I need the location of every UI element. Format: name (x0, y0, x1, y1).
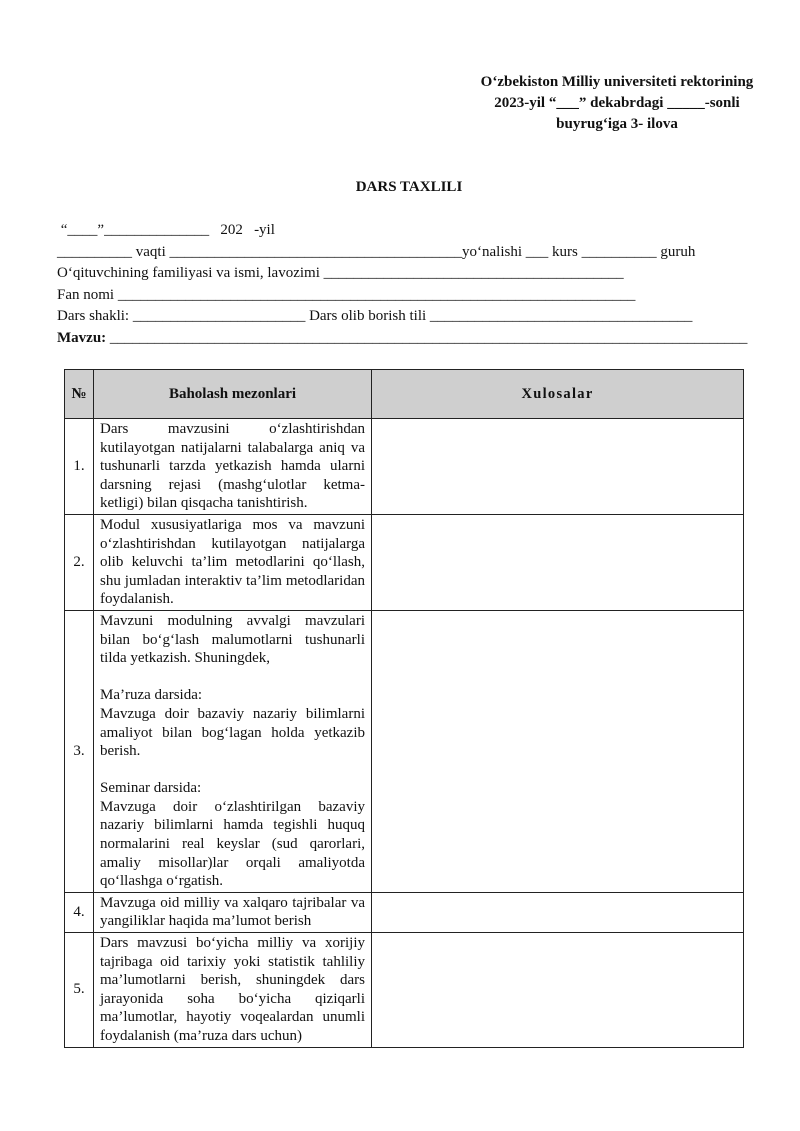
criterion-cell (94, 892, 372, 932)
table-header-row (65, 370, 744, 419)
table-row (65, 892, 744, 932)
row-number: 4. (65, 892, 94, 932)
row-number: 3. (65, 610, 94, 892)
criterion-cell (94, 933, 372, 1048)
table-row (65, 514, 744, 610)
criterion-cell (94, 419, 372, 515)
row-number: 1. (65, 419, 94, 515)
lesson-info-fields (57, 220, 757, 349)
conclusion-cell[interactable] (372, 610, 744, 892)
topic-label: Mavzu: (57, 329, 107, 346)
criterion-text: Dars mavzusi bo‘yicha milliy va xorijiy tajribaga oid tarixiy yoki statistik tahliliy ma’lumotlarni berish, shuningdek dars jarayonida soha bo‘yicha qiziqarli ma’lumotlar, hayotiy voqealardan unumli foydalanish (ma’ruza dars uchun) (100, 935, 365, 1044)
topic-line: _____________________________________________________________________________________ (106, 329, 748, 346)
criterion-text: Mavzuga doir bazaviy nazariy bilimlarni amaliyot bilan bog‘lagan holda yetkazib berish. (100, 705, 365, 760)
header-criteria: Baholash mezonlari (94, 370, 372, 419)
lesson-form-field: Dars shakli: _______________________ Dars olib borish tili ___________________________________ (57, 308, 693, 324)
criterion-cell (94, 610, 372, 892)
header-number: № (65, 370, 94, 419)
order-line-3: buyrug‘iga 3- ilova (556, 116, 678, 132)
subject-field: Fan nomi _____________________________________________________________________ (57, 286, 636, 303)
order-line-2: 2023-yil “___” dekabrdagi _____-sonli (494, 95, 740, 111)
criterion-text: Dars mavzusini o‘zlashtirishdan kutilayotgan natijalarni talabalarga aniq va tushunarli tarzda yetkazish hamda ularni darsning rejasi (mashg‘ulotlar ketma-ketligi) bilan qisqacha tanishtirish. (100, 421, 365, 512)
criterion-text (100, 668, 365, 687)
criterion-text: Seminar darsida: (100, 780, 202, 797)
criterion-text: Ma’ruza darsida: (100, 687, 203, 704)
table-row (65, 933, 744, 1048)
header-conclusions: Xulosalar (372, 370, 744, 419)
criterion-text: Mavzuga doir o‘zlashtirilgan bazaviy nazariy bilimlarni hamda tegishli huquq normalarini real keyslar (sud qarorlari, amaliy misollar)lar orqali amaliyotda qo‘llashga o‘rgatish. (100, 798, 365, 890)
conclusion-cell[interactable] (372, 419, 744, 515)
criterion-cell (94, 514, 372, 610)
time-direction-field: __________ vaqti _______________________________________yo‘nalishi ___ kurs __________ guruh (57, 243, 696, 260)
row-number: 2. (65, 514, 94, 610)
order-reference (467, 72, 767, 135)
criterion-text (100, 761, 365, 780)
order-line-1: O‘zbekiston Milliy universiteti rektorining (480, 74, 754, 90)
conclusion-cell[interactable] (372, 514, 744, 610)
teacher-field: O‘qituvchining familiyasi va ismi, lavozimi ________________________________________ (57, 265, 624, 281)
criterion-text: Mavzuga oid milliy va xalqaro tajribalar va yangiliklar haqida ma’lumot berish (100, 894, 365, 930)
document-title: DARS TAXLILI (355, 179, 463, 195)
conclusion-cell[interactable] (372, 892, 744, 932)
date-field: “____”______________ 202 -yil (57, 222, 275, 238)
criterion-text: Mavzuni modulning avvalgi mavzulari bilan bo‘g‘lash malumotlarni tushunarli tilda yetkazish. Shuningdek, (100, 612, 365, 667)
conclusion-cell[interactable] (372, 933, 744, 1048)
criterion-text: Modul xususiyatlariga mos va mavzuni o‘zlashtirishdan kutilayotgan natijalarga olib keluvchi ta’lim metodlarini qo‘llash, shu jumladan interaktiv ta’lim metodlaridan foydalanish. (100, 516, 365, 608)
topic-field (57, 328, 757, 350)
evaluation-table (64, 369, 744, 1048)
row-number: 5. (65, 933, 94, 1048)
table-row (65, 419, 744, 515)
table-row (65, 610, 744, 892)
